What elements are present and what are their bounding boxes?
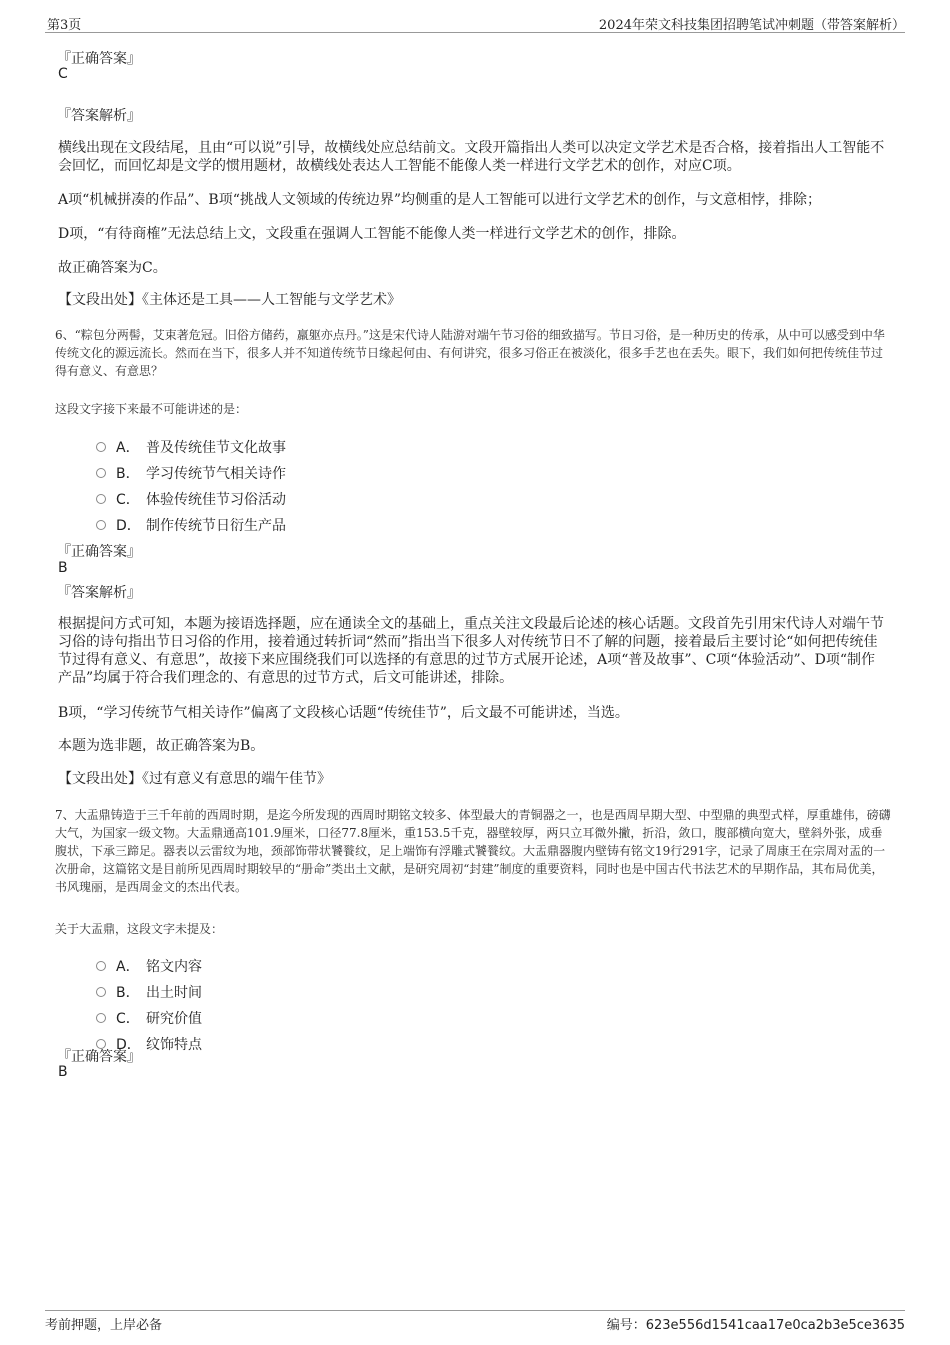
correct-answer-value: C [58,66,68,82]
radio-icon[interactable] [96,468,106,478]
option-text: 铭文内容 [146,959,202,975]
analysis-paragraph: D项，“有待商榷”无法总结上文，文段重在强调人工智能不能像人类一样进行文学艺术的创作，排除。 [58,226,686,242]
radio-icon[interactable] [96,987,106,997]
page-number: 第3页 [47,18,82,33]
source-citation: 【文段出处】《过有意义有意思的端午佳节》 [58,771,331,787]
question-stem: 6、“粽包分两髻，艾束著危冠。旧俗方储药，羸躯亦点丹。”这是宋代诗人陆游对端午节习俗的细致描写。节日习俗，是一种历史的传承，从中可以感受到中华传统文化的源远流长。然而在当下，很多人并不知道传统节日缘起何由、有何讲究，很多习俗正在被淡化，很多手艺也在丢失。眼下，我们如何把传统佳节过得有意义、有意思？ [55,328,885,378]
option-letter: B． [116,466,140,482]
option-letter: A． [116,959,140,975]
option-a[interactable] [96,437,286,457]
analysis-label: 『答案解析』 [57,108,141,124]
document-title: 2024年荣文科技集团招聘笔试冲刺题（带答案解析） [598,18,905,33]
option-d[interactable] [96,515,286,535]
correct-answer-label: 『正确答案』 [57,1049,141,1065]
option-letter: C． [116,492,140,508]
analysis-paragraph: 横线出现在文段结尾，且由“可以说”引导，故横线处应总结前文。文段开篇指出人类可以决定文学艺术是否合格，接着指出人工智能不会回忆，而回忆却是文学的惯用题材，故横线处表达人工智能不能像人类一样进行文学艺术的创作，对应C项。 [58,140,885,174]
option-text: 体验传统佳节习俗活动 [146,492,286,508]
option-c[interactable] [96,1008,202,1028]
radio-icon[interactable] [96,961,106,971]
correct-answer-label: 『正确答案』 [57,51,141,67]
correct-answer-value: B [58,560,68,576]
option-text: 研究价值 [146,1011,202,1027]
option-b[interactable] [96,982,202,1002]
question-stem: 7、大盂鼎铸造于三千年前的西周时期，是迄今所发现的西周时期铭文较多、体型最大的青铜器之一，也是西周早期大型、中型鼎的典型式样，厚重雄伟，磅礴大气，为国家一级文物。大盂鼎通高101.9厘米，口径77.8厘米，重153.5千克，器壁较厚，两只立耳微外撇，折沿，敛口，腹部横向宽大，壁斜外张，成垂腹状，下承三蹄足。器表以云雷纹为地，颈部饰带状饕餮纹，足上端饰有浮雕式饕餮纹。大盂鼎器腹内壁铸有铭文19行291字，记录了周康王在宗周对盂的一次册命，这篇铭文是目前所见西周时期较早的“册命”类出土文献，是研究周初“封建”制度的重要资料，同时也是中国古代书法艺术的早期作品，其布局优美，书风瑰丽，是西周金文的杰出代表。 [55,808,891,894]
footer-slogan: 考前押题，上岸必备 [45,1318,163,1333]
option-letter: D． [116,1037,141,1053]
radio-icon[interactable] [96,494,106,504]
option-b[interactable] [96,463,286,483]
document-code-value: 623e556d1541caa17e0ca2b3e5ce3635 [645,1318,905,1333]
analysis-paragraph: 根据提问方式可知，本题为接语选择题，应在通读全文的基础上，重点关注文段最后论述的核心话题。文段首先引用宋代诗人对端午节习俗的诗句指出节日习俗的作用，接着通过转折词“然而”指出当下很多人对传统节日不了解的问题，接着最后主要讨论“如何把传统佳节过得有意义、有意思”，故接下来应围绕我们可以选择的有意思的过节方式展开论述，A项“普及故事”、C项“体验活动”、D项“制作产品”均属于符合我们理念的、有意思的过节方式，后文可能讲述，排除。 [58,616,884,686]
option-text: 出土时间 [146,985,202,1001]
option-letter: B． [116,985,140,1001]
radio-icon[interactable] [96,520,106,530]
source-citation: 【文段出处】《主体还是工具——人工智能与文学艺术》 [58,292,401,308]
footer-divider [45,1310,905,1311]
document-code-label: 编号： [606,1318,646,1333]
correct-answer-value: B [58,1064,68,1080]
option-a[interactable] [96,956,202,976]
analysis-paragraph: B项，“学习传统节气相关诗作”偏离了文段核心话题“传统佳节”，后文最不可能讲述，当选。 [58,705,629,721]
analysis-paragraph: 故正确答案为C。 [58,260,167,276]
option-letter: A． [116,440,140,456]
document-code [607,1314,905,1333]
option-text: 普及传统佳节文化故事 [146,440,286,456]
radio-icon[interactable] [96,442,106,452]
option-text: 学习传统节气相关诗作 [146,466,286,482]
option-letter: C． [116,1011,140,1027]
analysis-label: 『答案解析』 [57,585,141,601]
question-prompt: 关于大盂鼎，这段文字未提及： [55,922,224,936]
radio-icon[interactable] [96,1013,106,1023]
header-divider [45,32,905,33]
question-prompt: 这段文字接下来最不可能讲述的是： [55,402,248,416]
option-text: 制作传统节日衍生产品 [146,518,286,534]
option-text: 纹饰特点 [146,1037,202,1053]
option-letter: D． [116,518,141,534]
analysis-paragraph: A项“机械拼凑的作品”、B项“挑战人文领域的传统边界”均侧重的是人工智能可以进行文学艺术的创作，与文意相悖，排除； [58,192,822,208]
correct-answer-label: 『正确答案』 [57,544,141,560]
option-c[interactable] [96,489,286,509]
analysis-paragraph: 本题为选非题，故正确答案为B。 [58,738,265,754]
